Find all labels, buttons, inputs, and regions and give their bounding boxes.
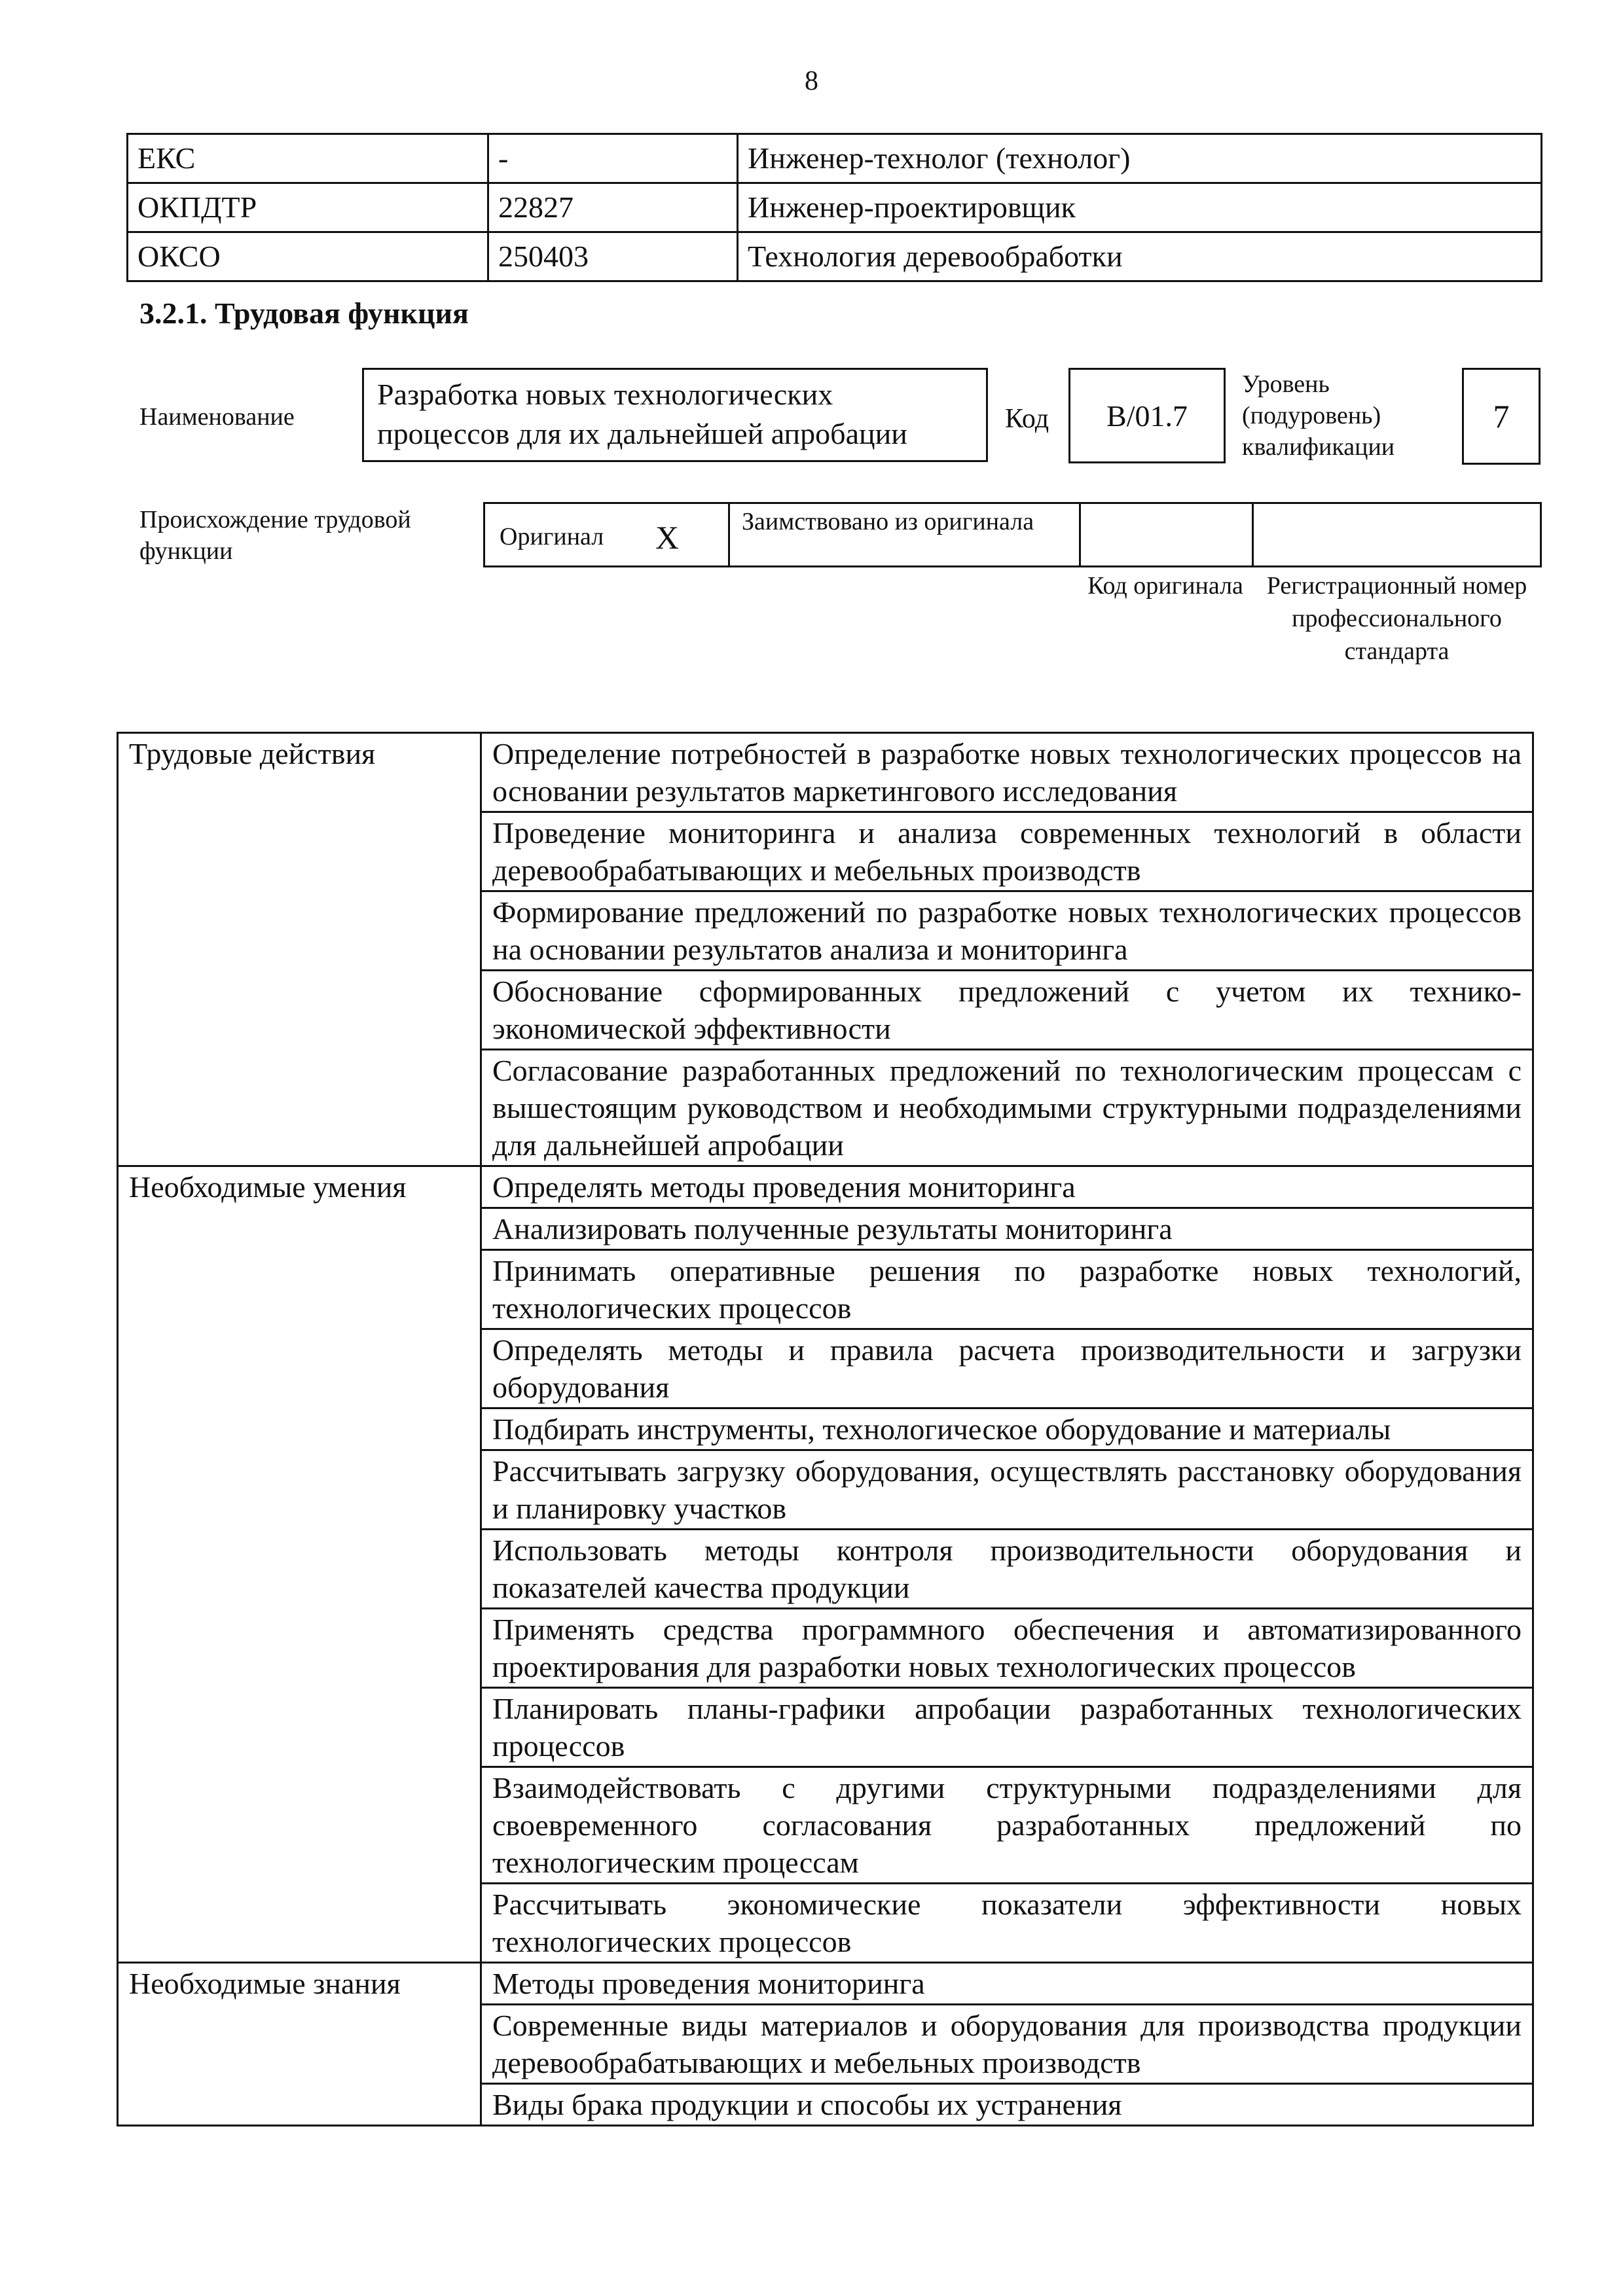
group-labor-actions: Трудовые действия: [118, 733, 481, 1166]
original-mark: X: [655, 519, 680, 556]
qualification-level-value: 7: [1462, 368, 1541, 465]
list-item: Определять методы и правила расчета производительности и загрузки оборудования: [481, 1329, 1533, 1408]
classifier-code: -: [488, 134, 738, 183]
original-code-cell: [1081, 504, 1254, 565]
list-item: Современные виды материалов и оборудования для производства продукции деревообрабатывающих и мебельных производств: [481, 2005, 1533, 2084]
function-name-value: Разработка новых технологических процессов для их дальнейшей апробации: [362, 368, 988, 462]
classifier-codes-table: [126, 133, 1542, 282]
group-required-knowledge: Необходимые знания: [118, 1963, 481, 2126]
qualification-level-label: Уровень (подуровень) квалификации: [1242, 370, 1395, 461]
function-details-table: [117, 732, 1534, 2126]
origin-label: Происхождение трудовой функции: [139, 506, 411, 565]
classifier-name: ОКСО: [128, 232, 488, 281]
function-code-value: B/01.7: [1068, 368, 1226, 463]
table-row: [128, 232, 1542, 281]
list-item: Методы проведения мониторинга: [481, 1963, 1533, 2005]
list-item: Определять методы проведения мониторинга: [481, 1166, 1533, 1208]
list-item: Подбирать инструменты, технологическое оборудование и материалы: [481, 1408, 1533, 1450]
borrowed-label: Заимствовано из оригинала: [730, 504, 1081, 565]
table-row: [128, 183, 1542, 232]
section-title: 3.2.1. Трудовая функция: [139, 296, 469, 330]
original-code-caption: Код оригинала: [1087, 572, 1243, 600]
original-cell: [485, 504, 730, 565]
table-row: [118, 1166, 1533, 1208]
classifier-name: ОКПДТР: [128, 183, 488, 232]
list-item: Рассчитывать экономические показатели эффективности новых технологических процессов: [481, 1884, 1533, 1963]
table-row: [118, 733, 1533, 812]
classifier-code: 22827: [488, 183, 738, 232]
group-required-skills: Необходимые умения: [118, 1166, 481, 1963]
list-item: Планировать планы-графики апробации разработанных технологических процессов: [481, 1688, 1533, 1767]
list-item: Определение потребностей в разработке новых технологических процессов на основании результатов маркетингового исследования: [481, 733, 1533, 812]
classifier-code: 250403: [488, 232, 738, 281]
list-item: Анализировать полученные результаты мониторинга: [481, 1208, 1533, 1250]
list-item: Принимать оперативные решения по разработке новых технологий, технологических процессов: [481, 1250, 1533, 1329]
origin-row: [483, 502, 1542, 567]
function-details-body: [118, 733, 1533, 2126]
list-item: Виды брака продукции и способы их устранения: [481, 2084, 1533, 2126]
function-code-label: Код: [1005, 404, 1049, 434]
list-item: Формирование предложений по разработке новых технологических процессов на основании результатов анализа и мониторинга: [481, 891, 1533, 971]
list-item: Рассчитывать загрузку оборудования, осуществлять расстановку оборудования и планировку участков: [481, 1450, 1533, 1530]
table-row: [128, 134, 1542, 183]
registration-number-caption: Регистрационный номер профессионального стандарта: [1266, 572, 1527, 665]
classifier-name: ЕКС: [128, 134, 488, 183]
classifier-title: Инженер-технолог (технолог): [738, 134, 1542, 183]
table-row: [118, 1963, 1533, 2005]
list-item: Согласование разработанных предложений по технологическим процессам с вышестоящим руководством и необходимыми структурными подразделениями для дальнейшей апробации: [481, 1050, 1533, 1166]
list-item: Применять средства программного обеспечения и автоматизированного проектирования для разработки новых технологических процессов: [481, 1609, 1533, 1688]
page-number: 8: [805, 66, 818, 96]
function-name-label: Наименование: [139, 403, 295, 431]
original-label: Оригинал: [500, 523, 604, 550]
list-item: Взаимодействовать с другими структурными подразделениями для своевременного согласования разработанных предложений по технологическим процессам: [481, 1767, 1533, 1884]
list-item: Использовать методы контроля производительности оборудования и показателей качества продукции: [481, 1530, 1533, 1609]
list-item: Обоснование сформированных предложений с учетом их технико-экономической эффективности: [481, 971, 1533, 1050]
registration-number-cell: [1254, 504, 1540, 565]
classifier-title: Технология деревообработки: [738, 232, 1542, 281]
list-item: Проведение мониторинга и анализа современных технологий в области деревообрабатывающих и мебельных производств: [481, 812, 1533, 891]
classifier-title: Инженер-проектировщик: [738, 183, 1542, 232]
